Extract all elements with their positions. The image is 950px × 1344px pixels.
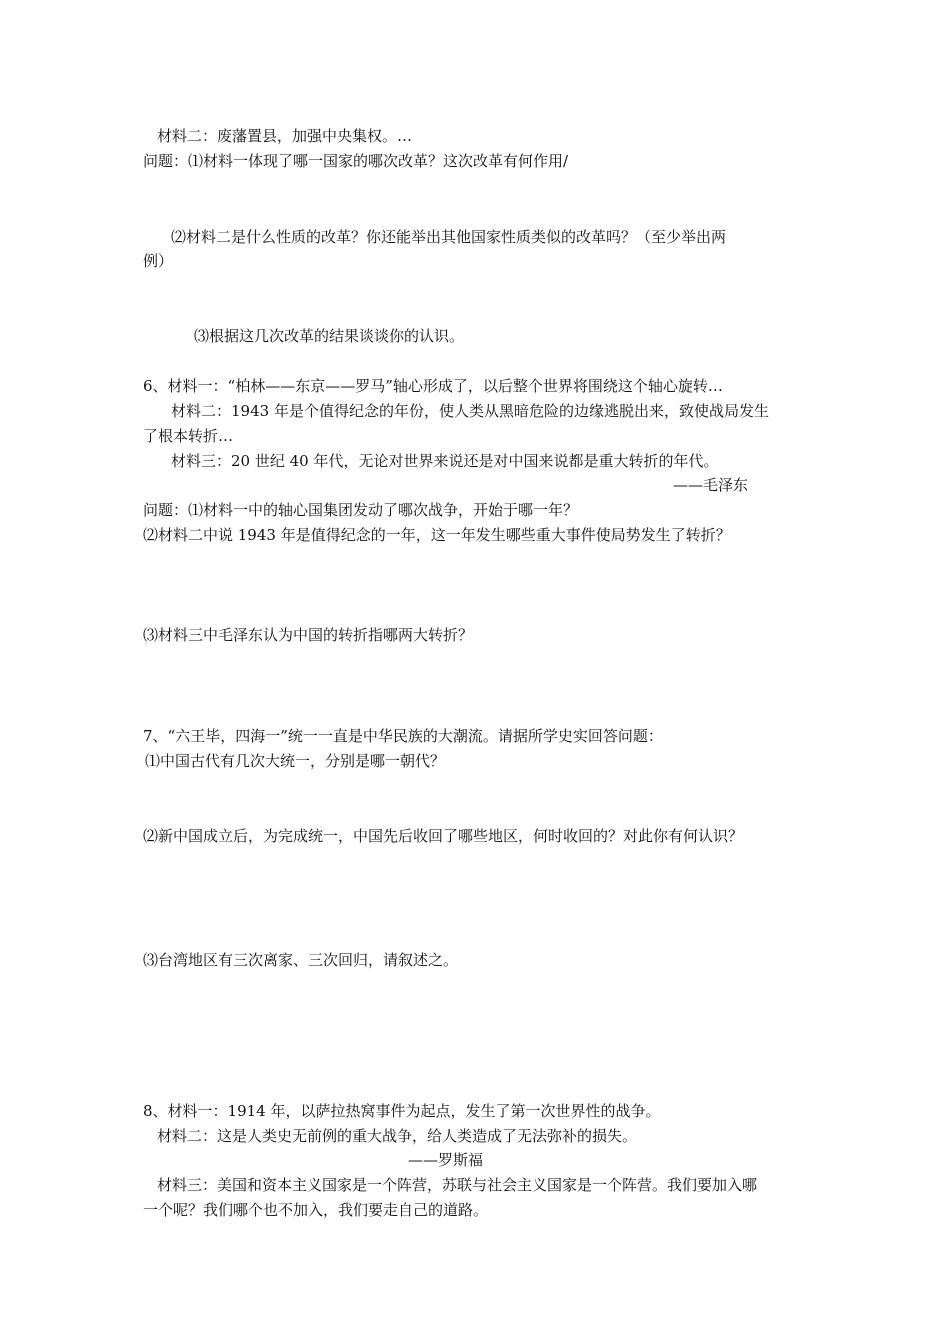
attribution-roosevelt: ——罗斯福: [408, 1151, 484, 1169]
question-7-intro: 7、“六王毕，四海一”统一一直是中华民族的大潮流。请据所学史实回答问题：: [143, 727, 663, 745]
question-8-material-1: 8、材料一：1914 年，以萨拉热窝事件为起点，发生了第一次世界性的战争。: [143, 1102, 661, 1120]
question-6-material-3: 材料三：20 世纪 40 年代，无论对世界来说还是对中国来说都是重大转折的年代。: [171, 452, 719, 470]
question-7-3: ⑶台湾地区有三次离家、三次回归，请叙述之。: [143, 951, 459, 969]
question-7-1: ⑴中国古代有几次大统一，分别是哪一朝代？: [145, 752, 446, 770]
question-5-1: 问题：⑴材料一体现了哪一国家的哪次改革？这次改革有何作用/: [143, 152, 569, 170]
material-2-q5: 材料二：废藩置县，加强中央集权。…: [157, 127, 413, 145]
question-8-material-3-cont: 一个呢？我们哪个也不加入，我们要走自己的道路。: [143, 1201, 489, 1219]
attribution-mao: ——毛泽东: [673, 476, 749, 494]
question-5-2-cont: 例）: [143, 252, 174, 270]
question-8-material-2: 材料二：这是人类史无前例的重大战争，给人类造成了无法弥补的损失。: [157, 1127, 638, 1145]
question-6-2: ⑵材料二中说 1943 年是值得纪念的一年，这一年发生哪些重大事件使局势发生了转折？: [143, 526, 731, 544]
question-7-2: ⑵新中国成立后，为完成统一，中国先后收回了哪些地区，何时收回的？对此你有何认识？: [143, 827, 744, 845]
question-6-material-2: 材料二：1943 年是个值得纪念的年份，使人类从黑暗危险的边缘逃脱出来，致使战局发生: [171, 402, 769, 420]
question-5-3: ⑶根据这几次改革的结果谈谈你的认识。: [194, 327, 465, 345]
question-6-material-2-cont: 了根本转折…: [143, 427, 234, 445]
question-6-3: ⑶材料三中毛泽东认为中国的转折指哪两大转折？: [143, 626, 474, 644]
question-5-2: ⑵材料二是什么性质的改革？你还能举出其他国家性质类似的改革吗？（至少举出两: [171, 228, 727, 246]
question-6-1: 问题：⑴材料一中的轴心国集团发动了哪次战争，开始于哪一年？: [143, 501, 579, 519]
question-6-material-1: 6、材料一：“柏林——东京——罗马”轴心形成了，以后整个世界将围绕这个轴心旋转…: [143, 377, 723, 395]
question-8-material-3: 材料三：美国和资本主义国家是一个阵营，苏联与社会主义国家是一个阵营。我们要加入哪: [157, 1176, 758, 1194]
